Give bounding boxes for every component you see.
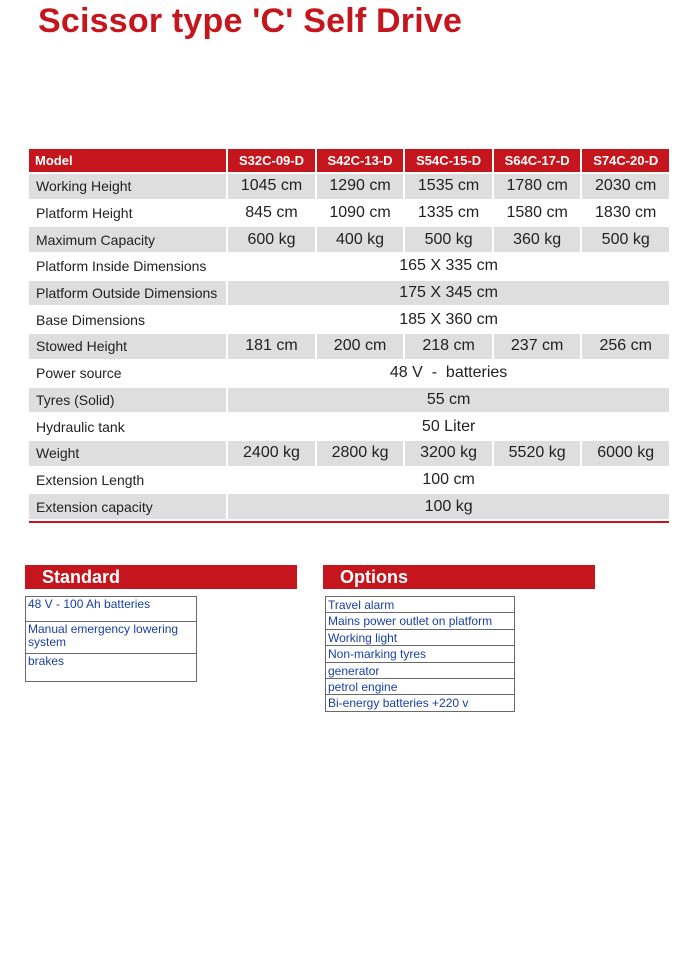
spec-row-working-height	[29, 174, 669, 199]
row-value: 55 cm	[226, 388, 669, 413]
header-model-s64c: S64C-17-D	[492, 149, 581, 172]
options-list	[325, 596, 515, 712]
row-value: 1580 cm	[492, 201, 581, 226]
options-heading: Options	[323, 565, 595, 589]
row-value: 1290 cm	[315, 174, 404, 199]
row-label: Maximum Capacity	[29, 227, 226, 252]
row-label: Extension Length	[36, 471, 145, 488]
row-value: 360 kg	[492, 227, 581, 252]
row-value: 500 kg	[403, 227, 492, 252]
row-value: 500 kg	[580, 227, 669, 252]
list-item: Working light	[326, 629, 514, 645]
row-value: 50 Liter	[226, 414, 669, 439]
header-model-s54c: S54C-15-D	[403, 149, 492, 172]
spec-row-tyres	[29, 388, 669, 413]
row-value: 400 kg	[315, 227, 404, 252]
row-value: 2800 kg	[315, 441, 404, 466]
row-value: 600 kg	[226, 227, 315, 252]
page-title: Scissor type 'C' Self Drive	[38, 2, 463, 40]
row-label: Base Dimensions	[36, 311, 145, 328]
row-value: 2400 kg	[226, 441, 315, 466]
header-model-s74c: S74C-20-D	[580, 149, 669, 172]
list-item: brakes	[26, 653, 196, 681]
list-item: Travel alarm	[326, 596, 514, 612]
row-value: 165 X 335 cm	[226, 254, 669, 279]
spec-header-row	[29, 149, 669, 172]
row-value: 2030 cm	[580, 174, 669, 199]
row-label: Extension capacity	[29, 494, 226, 519]
row-value: 185 X 360 cm	[226, 307, 669, 332]
row-value: 3200 kg	[403, 441, 492, 466]
spec-row-stowed-height	[29, 334, 669, 359]
list-item: Manual emergency lowering system	[26, 621, 196, 653]
row-value: 237 cm	[492, 334, 581, 359]
row-value: 1535 cm	[403, 174, 492, 199]
header-model: Model	[29, 149, 226, 172]
row-value: 175 X 345 cm	[226, 281, 669, 306]
spec-row-extension-capacity	[29, 494, 669, 519]
list-item: 48 V - 100 Ah batteries	[26, 596, 196, 621]
row-value: 1335 cm	[403, 201, 492, 226]
row-value: 218 cm	[403, 334, 492, 359]
row-label: Working Height	[29, 174, 226, 199]
row-value: 100 cm	[226, 468, 669, 493]
spec-table	[29, 147, 669, 523]
spec-row-extension-length	[29, 468, 669, 493]
standard-heading: Standard	[25, 565, 297, 589]
list-item: generator	[326, 662, 514, 678]
row-label: Platform Outside Dimensions	[29, 281, 226, 306]
row-value: 1045 cm	[226, 174, 315, 199]
spec-row-platform-outside-dimensions	[29, 281, 669, 306]
row-value: 1830 cm	[580, 201, 669, 226]
row-value: 845 cm	[226, 201, 315, 226]
spec-row-platform-height	[29, 201, 669, 226]
row-label: Weight	[29, 441, 226, 466]
row-label: Platform Height	[36, 205, 133, 222]
spec-row-weight	[29, 441, 669, 466]
list-item: Non-marking tyres	[326, 645, 514, 661]
row-value: 5520 kg	[492, 441, 581, 466]
list-item: Mains power outlet on platform	[326, 612, 514, 628]
row-value: 1780 cm	[492, 174, 581, 199]
row-label: Platform Inside Dimensions	[36, 258, 207, 275]
header-model-s42c: S42C-13-D	[315, 149, 404, 172]
spec-row-base-dimensions	[29, 307, 669, 332]
standard-list	[25, 596, 197, 682]
row-label: Hydraulic tank	[36, 418, 125, 435]
row-value: 100 kg	[226, 494, 669, 519]
row-label: Stowed Height	[29, 334, 226, 359]
row-label: Power source	[36, 365, 122, 382]
spec-row-hydraulic-tank	[29, 414, 669, 439]
header-model-s32c: S32C-09-D	[226, 149, 315, 172]
spec-row-platform-inside-dimensions	[29, 254, 669, 279]
row-value: 200 cm	[315, 334, 404, 359]
row-value: 256 cm	[580, 334, 669, 359]
spec-row-power-source	[29, 361, 669, 386]
row-value: 181 cm	[226, 334, 315, 359]
list-item: petrol engine	[326, 678, 514, 694]
list-item: Bi-energy batteries +220 v	[326, 694, 514, 710]
spec-row-maximum-capacity	[29, 227, 669, 252]
row-value: 6000 kg	[580, 441, 669, 466]
row-label: Tyres (Solid)	[29, 388, 226, 413]
row-value: 1090 cm	[315, 201, 404, 226]
row-value: 48 V - batteries	[226, 361, 669, 386]
